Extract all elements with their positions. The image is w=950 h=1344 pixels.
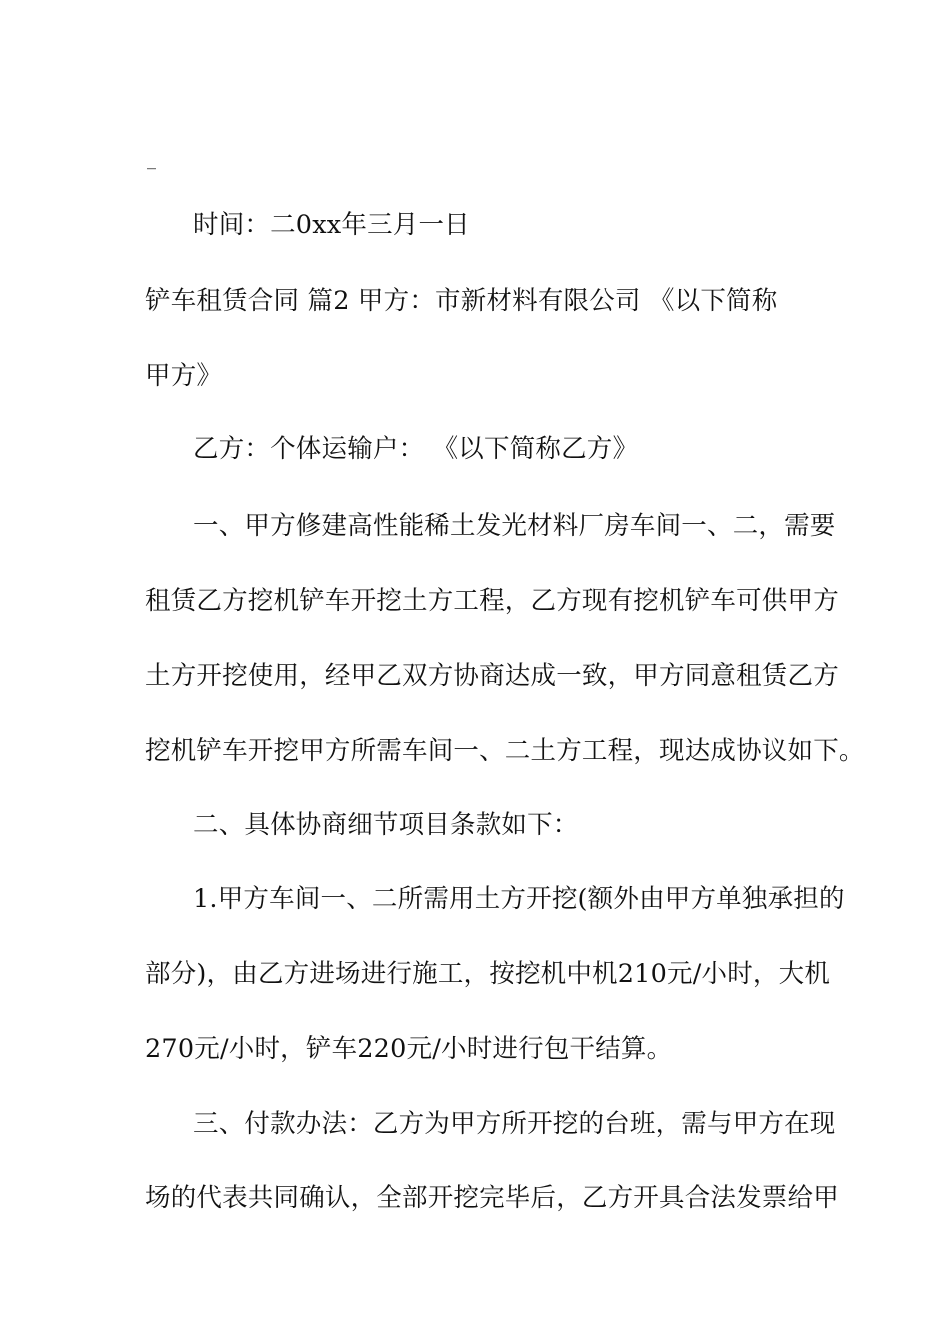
party-a-continuation: 甲方》: [145, 361, 223, 391]
clause-3-line-2: 场的代表共同确认，全部开挖完毕后，乙方开具合法发票给甲: [145, 1183, 839, 1213]
clause-2-heading: 二、具体协商细节项目条款如下：: [193, 810, 579, 840]
clause-1-line-3: 土方开挖使用，经甲乙双方协商达成一致，甲方同意租赁乙方: [145, 661, 839, 691]
clause-2-item-1-line-1: 1.甲方车间一、二所需用土方开挖(额外由甲方单独承担的: [193, 884, 845, 914]
top-mark: _: [147, 149, 156, 170]
clause-2-item-1-line-3: 270元/小时，铲车220元/小时进行包干结算。: [145, 1034, 673, 1064]
party-b-line: 乙方：个体运输户： 《以下简称乙方》: [193, 434, 639, 464]
clause-3-line-1: 三、付款办法：乙方为甲方所开挖的台班，需与甲方在现: [193, 1109, 836, 1139]
clause-2-item-1-line-2: 部分)，由乙方进场进行施工，按挖机中机210元/小时，大机: [145, 959, 831, 989]
clause-1-line-1: 一、甲方修建高性能稀土发光材料厂房车间一、二，需要: [193, 511, 836, 541]
clause-1-line-4: 挖机铲车开挖甲方所需车间一、二土方工程，现达成协议如下。: [145, 736, 865, 766]
clause-1-line-2: 租赁乙方挖机铲车开挖土方工程，乙方现有挖机铲车可供甲方: [145, 586, 839, 616]
date-line: 时间：二0xx年三月一日: [193, 210, 470, 240]
contract-heading-line: 铲车租赁合同 篇2 甲方：市新材料有限公司 《以下简称: [145, 286, 778, 316]
